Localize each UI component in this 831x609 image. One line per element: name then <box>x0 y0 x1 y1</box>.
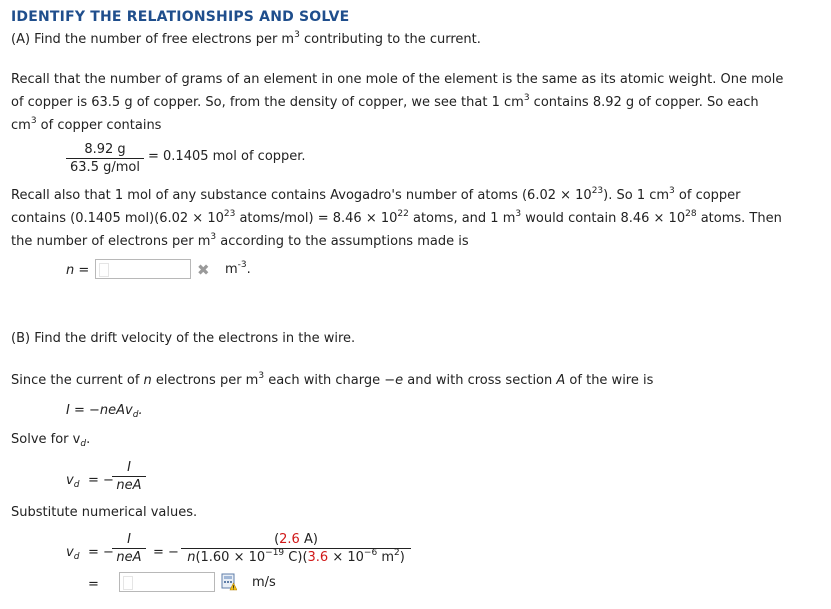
equals-sign: = <box>88 577 99 592</box>
part-b-question: (B) Find the drift velocity of the electrons in the wire. <box>11 331 356 346</box>
current-value: 2.6 <box>279 532 300 547</box>
substituted-denominator: $n(1.60 \times 10^{-19}$ $C)(3.6 \times 10^{-6}$ $m^2$) <box>187 548 405 565</box>
equals-minus-2: = − <box>88 545 114 560</box>
n-answer-input[interactable] <box>95 259 191 279</box>
input-cursor-box <box>99 263 109 277</box>
recall-paragraph-2: Recall also that 1 mol of any substance contains Avogadro's number of atoms $(6.02 \times 10^{23})$. So 1 $cm^3$ of copper contains (0.1405 $mol)(6.02 \times 10^{23}$ atoms/mol) = $8.46 \times 10^{22}$ atoms, and 1 $m^3$ would contain $8.46 \times 10^{28}$ atoms. Then the number of electrons per $m^3$ according to the assumptions made is <box>11 186 782 249</box>
current-equation: I = −neAv$_d$. <box>66 403 143 420</box>
equals-minus-3: = − <box>153 545 179 560</box>
moles-fraction: 8.92 g 63.5 g/mol <box>66 142 144 175</box>
drift-velocity-fraction: I neA <box>112 460 146 493</box>
n-unit: $m^{-3}$. <box>225 260 251 277</box>
calculator-warning-icon[interactable] <box>221 573 237 591</box>
equals-minus-1: = − <box>88 473 114 488</box>
substituted-fraction <box>181 532 411 565</box>
solve-for-label: Solve for $v_d$. <box>11 432 91 449</box>
input-cursor-box <box>123 576 133 590</box>
current-explanation: Since the current of n electrons per $m^3$ each with charge −e and with cross section A of the wire is <box>11 371 654 388</box>
section-title: IDENTIFY THE RELATIONSHIPS AND SOLVE <box>11 9 350 25</box>
vd-symbol-1: $v_d$ <box>66 473 80 490</box>
part-a-question: (A) Find the number of free electrons per $m^3$ contributing to the current. <box>11 30 481 47</box>
substitute-label: Substitute numerical values. <box>11 505 198 520</box>
incorrect-x-icon: ✖ <box>197 261 210 279</box>
moles-result: = 0.1405 mol of copper. <box>148 149 306 164</box>
drift-velocity-answer-input[interactable] <box>119 572 215 592</box>
drift-velocity-fraction-2: I neA <box>112 532 146 565</box>
vd-symbol-2: $v_d$ <box>66 545 80 562</box>
recall-paragraph-1: Recall that the number of grams of an element in one mole of the element is the same as its atomic weight. One mole of copper is 63.5 g of copper. So, from the density of copper, we see that 1 $cm^3$ contains 8.92 g of copper. So each $cm^3$ of copper contains <box>11 72 784 133</box>
n-label: n = <box>66 263 90 278</box>
area-value: 3.6 <box>307 550 329 565</box>
fraction-bar <box>66 158 144 159</box>
answer-unit: m/s <box>252 575 276 590</box>
substituted-numerator: (2.6 A) <box>274 532 318 547</box>
